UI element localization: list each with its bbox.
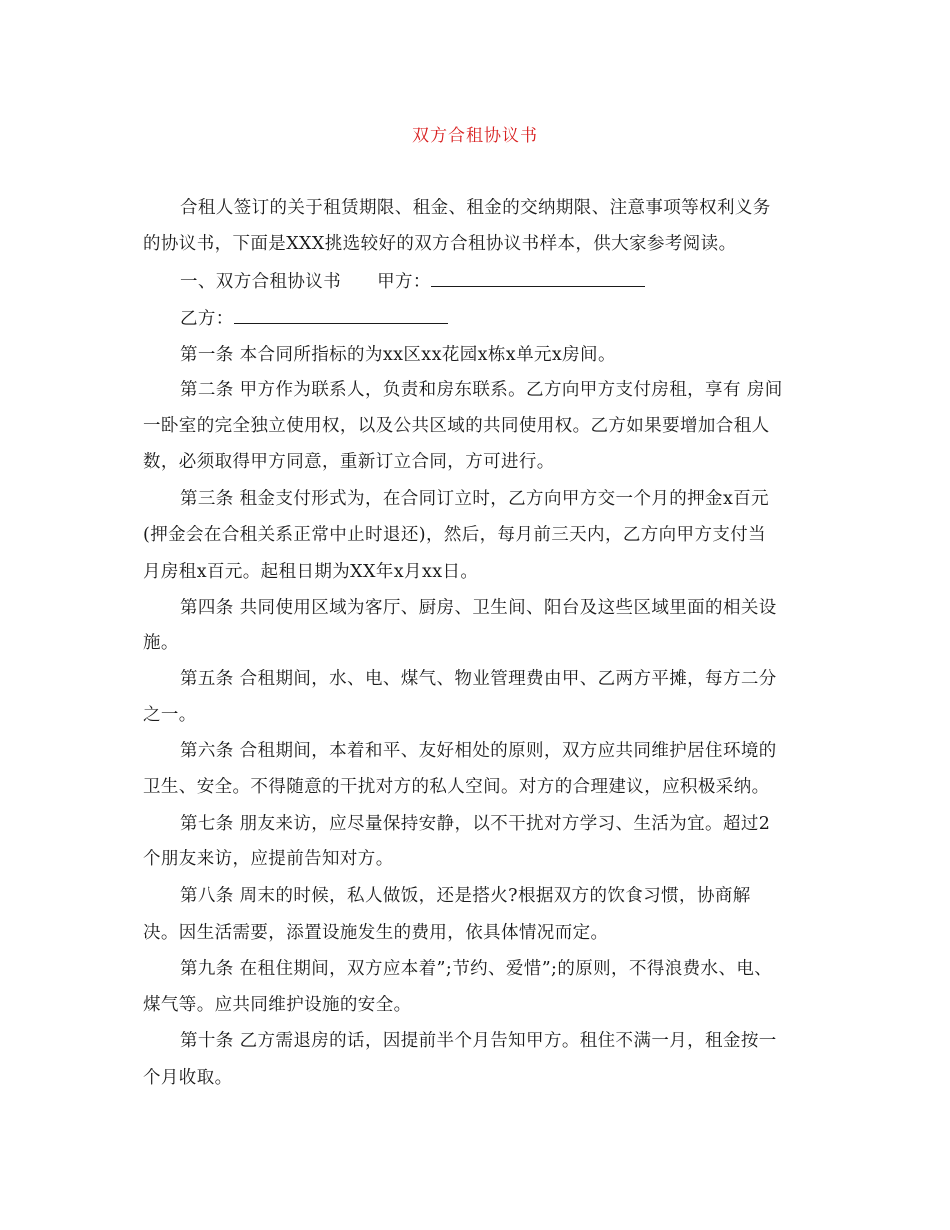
article-7-line-1: 第七条 朋友来访，应尽量保持安静，以不干扰对方学习、生活为宜。超过2 (180, 814, 771, 834)
article-6-line-1: 第六条 合租期间，本着和平、友好相处的原则，双方应共同维护居住环境的 (180, 741, 777, 761)
article-8-line-2: 决。因生活需要，添置设施发生的费用，依具体情况而定。 (143, 923, 609, 943)
article-9-line-2: 煤气等。应共同维护设施的安全。 (143, 995, 412, 1015)
article-2-line-1: 第二条 甲方作为联系人，负责和房东联系。乙方向甲方支付房租，享有 房间 (180, 380, 783, 400)
article-10-line-2: 个月收取。 (143, 1068, 233, 1088)
article-5-line-1: 第五条 合租期间，水、电、煤气、物业管理费由甲、乙两方平摊，每方二分 (180, 669, 777, 689)
article-4-line-1: 第四条 共同使用区域为客厅、厨房、卫生间、阳台及这些区域里面的相关设 (180, 598, 777, 618)
party-a-label: 甲方： (377, 272, 431, 292)
paragraph-line: 的协议书，下面是XXX挑选较好的双方合租协议书样本，供大家参考阅读。 (143, 234, 737, 254)
article-2-line-3: 数，必须取得甲方同意，重新订立合同，方可进行。 (143, 452, 555, 472)
party-a-blank (431, 272, 645, 287)
article-5-line-2: 之一。 (143, 705, 197, 725)
article-9-line-1: 第九条 在租住期间，双方应本着”;节约、爱惜”;的原则，不得浪费水、电、 (180, 959, 773, 979)
party-b-line (180, 307, 813, 331)
article-3-line-2: (押金会在合租关系正常中止时退还)，然后，每月前三天内，乙方向甲方支付当 (143, 525, 767, 545)
article-10-line-1: 第十条 乙方需退房的话，因提前半个月告知甲方。租住不满一月，租金按一 (180, 1031, 777, 1051)
article-7-line-2: 个朋友来访，应提前告知对方。 (143, 849, 394, 869)
party-b-label: 乙方： (180, 309, 234, 329)
paragraph-line: 合租人签订的关于租赁期限、租金、租金的交纳期限、注意事项等权利义务 (180, 198, 771, 218)
article-6-line-2: 卫生、安全。不得随意的干扰对方的私人空间。对方的合理建议，应积极采纳。 (143, 777, 770, 797)
article-1: 第一条 本合同所指标的为xx区xx花园x栋x单元x房间。 (180, 345, 616, 365)
article-2-line-2: 一卧室的完全独立使用权，以及公共区域的共同使用权。乙方如果要增加合租人 (143, 416, 770, 436)
section-heading-line (180, 270, 813, 294)
section-heading: 一、双方合租协议书 (180, 272, 342, 292)
party-b-blank (234, 309, 448, 324)
document-title: 双方合租协议书 (412, 126, 538, 146)
article-4-line-2: 施。 (143, 633, 179, 653)
article-8-line-1: 第八条 周末的时候，私人做饭，还是搭火?根据双方的饮食习惯，协商解 (180, 886, 751, 906)
article-3-line-3: 月房租x百元。起租日期为XX年x月xx日。 (143, 562, 479, 582)
article-3-line-1: 第三条 租金支付形式为，在合同订立时，乙方向甲方交一个月的押金x百元 (180, 489, 770, 509)
